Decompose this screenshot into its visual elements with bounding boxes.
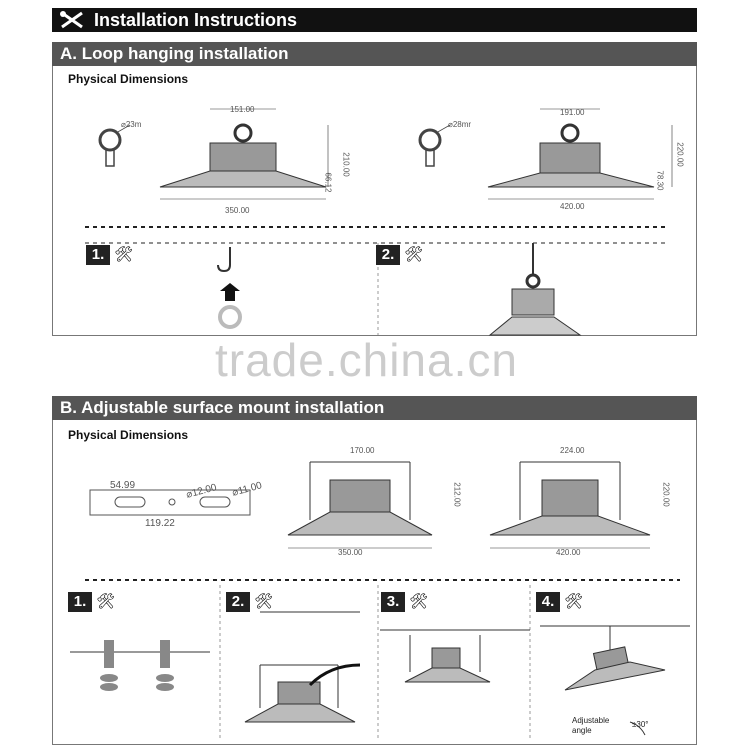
adjustable-label: Adjustable [572,716,610,725]
lampb2-top-dim: 224.00 [560,446,585,455]
section-b-physical-label: Physical Dimensions [68,428,189,442]
tools-icon: 🛠 [409,593,429,610]
lampb1-width-dim: 350.00 [338,548,363,557]
surface-lamp-step2 [245,665,360,722]
lamp2-ring-dim: ⌀28mr [448,120,472,129]
step-a1-badge: 1. [86,245,110,265]
section-a-title: A. Loop hanging installation [52,42,697,66]
tools-icon: 🛠 [564,593,584,610]
step-a2-badge: 2. [376,245,400,265]
lamp1-height-dim: 210.00 [341,152,351,177]
eyebolt-icon [100,125,130,166]
bracket-hole1-dim: ⌀12.00 [185,482,218,501]
lamp2-width-dim: 420.00 [560,202,585,211]
highbay-lamp-1 [160,109,328,199]
lamp1-width-dim: 350.00 [225,206,250,215]
tools-icon: 🛠 [254,593,274,610]
section-b-title: B. Adjustable surface mount installation [52,396,697,420]
lamp2-height-dim: 220.00 [675,142,685,167]
step-b1-badge: 1. [68,592,92,612]
hanging-lamp [490,243,580,335]
section-a-physical-label: Physical Dimensions [68,72,189,86]
bolt-icon [100,640,174,691]
bracket-hole2-dim: ⌀11.00 [231,480,264,499]
surface-lamp-2 [490,462,650,548]
tools-icon: 🛠 [96,593,116,610]
angle-label: angle [572,726,592,735]
lamp1-top-dim: 151.00 [230,105,255,114]
bracket-plate [90,490,250,515]
section-b-drawing [60,440,690,745]
highbay-lamp-2 [488,109,672,199]
eyebolt-icon [420,125,450,166]
hook-icon [218,247,240,327]
angle-value: ±30° [632,720,649,729]
surface-lamp-step3 [405,635,490,682]
step-b3-badge: 3. [381,592,405,612]
lamp1-ring-dim: ⌀23m [121,120,142,129]
lampb1-top-dim: 170.00 [350,446,375,455]
surface-lamp-1 [288,462,432,548]
bracket-width1-dim: 54.99 [110,480,136,491]
step-b4-badge: 4. [536,592,560,612]
lamp1-body-dim: 66.12 [323,172,333,193]
lampb2-width-dim: 420.00 [556,548,581,557]
tools-icon: 🛠 [114,246,134,263]
section-a-drawing [60,95,690,345]
tools-icon [56,9,88,31]
lampb1-height-dim: 212.00 [452,482,462,507]
lamp2-body-dim: 78.30 [655,170,665,191]
watermark: trade.china.cn [215,334,518,386]
tools-icon: 🛠 [404,246,424,263]
page-title: Installation Instructions [94,8,305,32]
lamp2-top-dim: 191.00 [560,108,585,117]
lampb2-height-dim: 220.00 [661,482,671,507]
step-b2-badge: 2. [226,592,250,612]
bracket-width2-dim: 119.22 [145,518,175,529]
